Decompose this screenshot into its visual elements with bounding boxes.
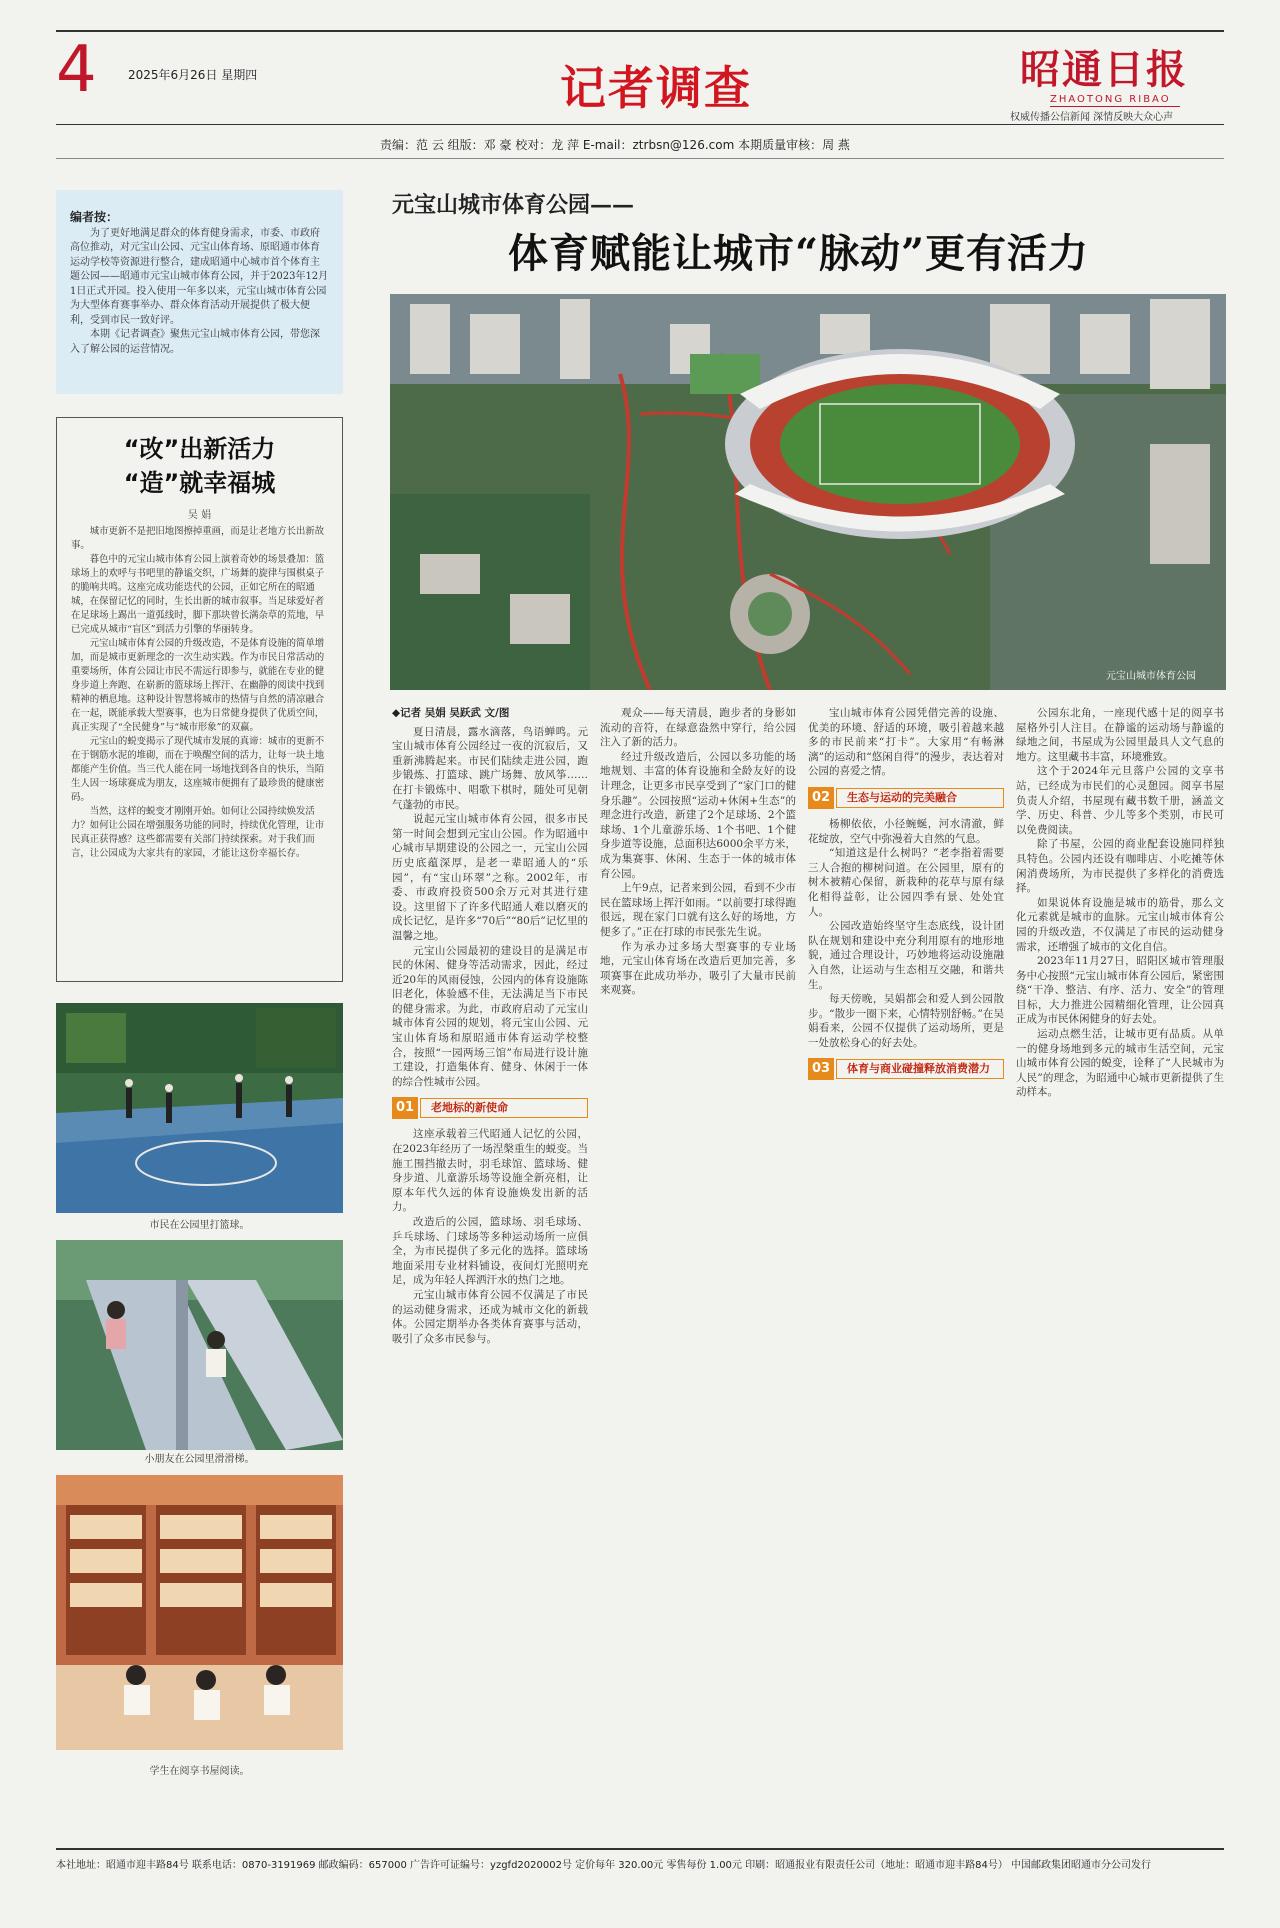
section-number: 03 xyxy=(808,1058,834,1080)
editor-note-text-2: 本期《记者调查》聚焦元宝山城市体育公园，带您深入了解公园的运营情况。 xyxy=(70,329,320,355)
editor-credits: 责编：范 云 组版：邓 豪 校对：龙 萍 E-mail：ztrbsn@126.com 本期质量审核：周 燕 xyxy=(380,138,850,152)
article-paragraph: 运动点燃生活，让城市更有品质。从单一的健身场地到多元的城市生活空间，元宝山城市体育公园的蜕变，诠释了“人民城市为人民”的理念，为昭通中心城市更新提供了生动样本。 xyxy=(1016,1028,1224,1099)
article-paragraph: 2023年11月27日，昭阳区城市管理服务中心按照“元宝山城市体育公园后，紧密围绕“干净、整洁、有序、活力、安全”的管理目标，大力推进公园精细化管理，让公园真正成为市民休闲健身的好去处。 xyxy=(1016,955,1224,1026)
section-label: 生态与运动的完美融合 xyxy=(836,788,1004,808)
column-title-line2: “造”就幸福城 xyxy=(123,469,276,497)
article-paragraph: 改造后的公园，篮球场、羽毛球场、乒乓球场、门球场等多种运动场所一应俱全，为市民提供了多元化的选择。篮球场地面采用专业材料铺设，夜间灯光照明充足，成为年轻人挥洒汗水的热门之地。 xyxy=(392,1216,588,1287)
article-paragraph: 作为承办过多场大型赛事的专业场地，元宝山体育场在改造后更加完善，多项赛事在此成功举办，吸引了大量市民前来观赛。 xyxy=(600,940,796,997)
masthead-divider xyxy=(1050,106,1180,107)
section-number: 01 xyxy=(392,1097,418,1119)
section-heading-01 xyxy=(392,1097,588,1119)
photo-caption-basketball: 市民在公园里打篮球。 xyxy=(149,1220,250,1231)
article-paragraph: 如果说体育设施是城市的筋骨，那么文化元素就是城市的血脉。元宝山城市体育公园的升级改造，不仅满足了市民的运动健身需求，还增强了城市的文化自信。 xyxy=(1016,896,1224,953)
column-paragraph: 元宝山城市体育公园的升级改造，不是体育设施的简单增加，而是城市更新理念的一次生动实践。作为市民日常活动的重要场所，体育公园让市民不需远行即参与，就能在专业的健身步道上奔跑、在崭新的篮球场上挥汗、在幽静的阅读中找到精神的栖息地。这种设计智慧将城市的热情与自然的清凉融合在一起，既能承载大型赛事，也为日常健身提供了优质空间，真正实现了“全民健身”与“城市形象”的双赢。 xyxy=(71,638,325,733)
aerial-stadium-photo xyxy=(390,294,1226,690)
masthead-slogan: 权威传播公信新闻 深情反映大众心声 xyxy=(1010,112,1174,123)
column-paragraph: 元宝山的蜕变揭示了现代城市发展的真谛：城市的更新不在于钢筋水泥的堆砌，而在于唤醒空间的活力，让每一块土地都能产生价值。当三代人能在同一场地找到各自的快乐，当陌生人因一场球赛成为朋友，这座城市便拥有了最珍贵的健康密码。 xyxy=(71,736,325,803)
bookstore-photo xyxy=(56,1475,343,1750)
masthead-english: ZHAOTONG RIBAO xyxy=(1050,94,1171,105)
column-paragraph: 当然，这样的蜕变才刚刚开始。如何让公园持续焕发活力？如何让公园在增强服务功能的同时，持续优化管理，让市民真正获得感？这些都需要有关部门持续探索。对于我们而言，让公园成为大家共有的家园，才能让这份幸福长存。 xyxy=(71,806,325,859)
header-mid-rule xyxy=(56,124,1224,125)
article-paragraph: 杨柳依依，小径蜿蜒，河水清澈，鲜花绽放，空气中弥漫着大自然的气息。 xyxy=(808,817,1004,845)
column-paragraph: 城市更新不是把旧地图擦掉重画，而是让老地方长出新故事。 xyxy=(71,526,325,551)
article-paragraph: 这座承载着三代昭通人记忆的公园，在2023年经历了一场涅槃重生的蜕变。当施工围挡撤去时，羽毛球馆、篮球场、健身步道、儿童游乐场等设施全新亮相，让原本年代久远的体育设施焕发出新的活力。 xyxy=(392,1128,588,1214)
aerial-photo-caption: 元宝山城市体育公园 xyxy=(1106,671,1196,682)
article-paragraph: 公园改造始终坚守生态底线，设计团队在规划和建设中充分利用原有的地形地貌，通过合理设计，巧妙地将运动设施融入自然，让运动与生态相互交融，和谐共生。 xyxy=(808,920,1004,991)
column-paragraph: 暮色中的元宝山城市体育公园上演着奇妙的场景叠加：篮球场上的欢呼与书吧里的静谧交织，广场舞的旋律与围棋桌子的脆响共鸣。这座完成功能迭代的公园，正如它所在的昭通城，在保留记忆的同时，生长出新的城市叙事。当足球爱好者在足球场上踢出一道弧线时，脚下那块曾长满杂草的荒地，早已完成从城市“盲区”到活力引擎的华丽转身。 xyxy=(71,554,325,635)
footer-rule xyxy=(56,1848,1224,1850)
article-kicker: 元宝山城市体育公园—— xyxy=(392,192,635,218)
article-paragraph: 说起元宝山城市体育公园，很多市民第一时间会想到元宝山公园。作为昭通中心城市早期建设的公园之一，元宝山公园历史底蕴深厚，是老一辈昭通人的“乐园”，有“宝山环翠”之称。2002年，市委、市政府投资500余万元对其进行建设。这里留下了许多代昭通人难以磨灭的成长记忆，是许多“70后”“80后”记忆里的温馨之地。 xyxy=(392,813,588,942)
section-number: 02 xyxy=(808,787,834,809)
slide-photo xyxy=(56,1240,343,1450)
publisher-footer: 本社地址：昭通市迎丰路84号 联系电话：0870-3191969 邮政编码：657000 广告许可证编号：yzgfd2020002号 定价每年 320.00元 零售每份 1.00元 印刷：昭通报业有限责任公司（地址：昭通市迎丰路84号） 中国邮政集团昭通市分公司发行 xyxy=(56,1860,1151,1871)
header-bottom-rule xyxy=(56,158,1224,159)
article-paragraph: 除了书屋，公园的商业配套设施同样独具特色。公园内还设有咖啡店、小吃摊等休闲消费场所，为市民提供了多样化的消费选择。 xyxy=(1016,838,1224,895)
article-paragraph: 经过升级改造后，公园以多功能的场地规划、丰富的体育设施和全龄友好的设计理念，让更多市民享受到了“家门口的健身乐趣”。公园按照“运动+休闲+生态”的理念进行改造，新建了2个足球场、2个篮球场、1个儿童游乐场、1个书吧、1个健身步道等设施，总面积达6000余平方米，成为集赛事、休闲、生态于一体的城市体育公园。 xyxy=(600,750,796,880)
masthead-logo: 昭通日报 xyxy=(1020,46,1188,93)
section-label: 体育与商业碰撞释放消费潜力 xyxy=(836,1059,1004,1079)
article-paragraph: 元宝山公园最初的建设目的是满足市民的休闲、健身等活动需求，因此，经过近20年的风雨侵蚀，公园内的体育设施陈旧老化，体验感不佳，无法满足当下市民的健身需求。为此，市政府启动了元宝山城市体育公园的规划，将元宝山公园、元宝山体育场和原昭通市体育运动学校整合，按照“一园两场三馆”布局进行设计施工建设，打造集体育、健身、休闲于一体的综合性城市公园。 xyxy=(392,944,588,1088)
photo-caption-bookstore: 学生在阅享书屋阅读。 xyxy=(149,1766,250,1777)
article-column-2 xyxy=(600,706,796,1836)
issue-date: 2025年6月26日 星期四 xyxy=(128,68,258,82)
column-author: 吴 娟 xyxy=(187,510,212,521)
article-column-4 xyxy=(1016,706,1224,1836)
article-paragraph: “知道这是什么树吗？”老李指着需要三人合抱的柳树问道。在公园里，原有的树木被精心保留，新栽种的花草与原有绿化相得益彰，让公园四季有景、处处宜人。 xyxy=(808,847,1004,918)
article-paragraph: 夏日清晨，露水滴落，鸟语蝉鸣。元宝山城市体育公园经过一夜的沉寂后，又重新沸腾起来。市民们陆续走进公园，跑步锻炼、打篮球、跳广场舞、放风筝……在打卡锻炼中、唱歌下棋时，随处可见朝气蓬勃的市民。 xyxy=(392,725,588,811)
article-column-3 xyxy=(808,706,1004,1836)
photo-caption-slide: 小朋友在公园里滑滑梯。 xyxy=(144,1454,255,1465)
section-title: 记者调查 xyxy=(560,61,752,115)
editor-note-text: 为了更好地满足群众的体育健身需求，市委、市政府高位推动，对元宝山公园、元宝山体育场、原昭通市体育运动学校等资源进行整合，建成昭通中心城市首个体育主题公园——昭通市元宝山城市体育公园，并于2023年12月1日正式开园。投入使用一年多以来，元宝山城市体育公园为大型体育赛事举办、群众体育活动开展提供了极大便利，受到市民一致好评。 xyxy=(70,227,329,326)
column-title-line1: “改”出新活力 xyxy=(123,435,276,463)
article-paragraph: 宝山城市体育公园凭借完善的设施、优美的环境、舒适的环境，吸引着越来越多的市民前来“打卡”。大家用“有畅淋漓”的运动和“悠闲自得”的漫步，表达着对公园的喜爱之情。 xyxy=(808,707,1004,778)
section-label: 老地标的新使命 xyxy=(420,1098,588,1118)
article-headline: 体育赋能让城市“脉动”更有活力 xyxy=(508,230,1090,277)
page-number: 4 xyxy=(56,33,97,107)
article-paragraph: 观众——每天清晨，跑步者的身影如流动的音符，在绿意盎然中穿行，给公园注入了新的活力。 xyxy=(600,707,796,749)
article-paragraph: 这个于2024年元旦落户公园的文享书站，已经成为市民们的心灵憩园。阅享书屋负责人介绍，书屋现有藏书数千册，涵盖文学、历史、科普、少儿等多个类别，市民可以免费阅读。 xyxy=(1016,765,1224,836)
editor-note-label: 编者按： xyxy=(70,210,119,224)
editor-note xyxy=(56,190,343,394)
article-paragraph: 元宝山城市体育公园不仅满足了市民的运动健身需求，还成为城市文化的新载体。公园定期举办各类体育赛事与活动，吸引了众多市民参与。 xyxy=(392,1288,588,1345)
section-heading-03 xyxy=(808,1058,1004,1080)
article-paragraph: 上午9点，记者来到公园，看到不少市民在篮球场上挥汗如雨。“以前要打球得跑很远，现在家门口就有这么好的场地，方便多了。”正在打球的市民张先生说。 xyxy=(600,882,796,938)
article-byline: ◆记者 吴娟 吴跃武 文/图 xyxy=(392,707,510,719)
header-top-rule xyxy=(56,30,1224,32)
article-column-1 xyxy=(392,706,588,1836)
article-paragraph: 公园东北角，一座现代感十足的阅享书屋格外引人注目。在静谧的运动场与静谧的绿地之间，书屋成为公园里最具人文气息的地方。这里藏书丰富，环境雅致。 xyxy=(1016,707,1224,763)
section-heading-02 xyxy=(808,787,1004,809)
basketball-photo xyxy=(56,1003,343,1213)
column-body xyxy=(71,525,328,861)
commentary-column xyxy=(56,417,343,982)
article-paragraph: 每天傍晚，吴娟都会和爱人到公园散步。“散步一圈下来，心情特别舒畅。”在吴娟看来，公园不仅提供了运动场所，更是一处放松身心的好去处。 xyxy=(808,993,1004,1049)
